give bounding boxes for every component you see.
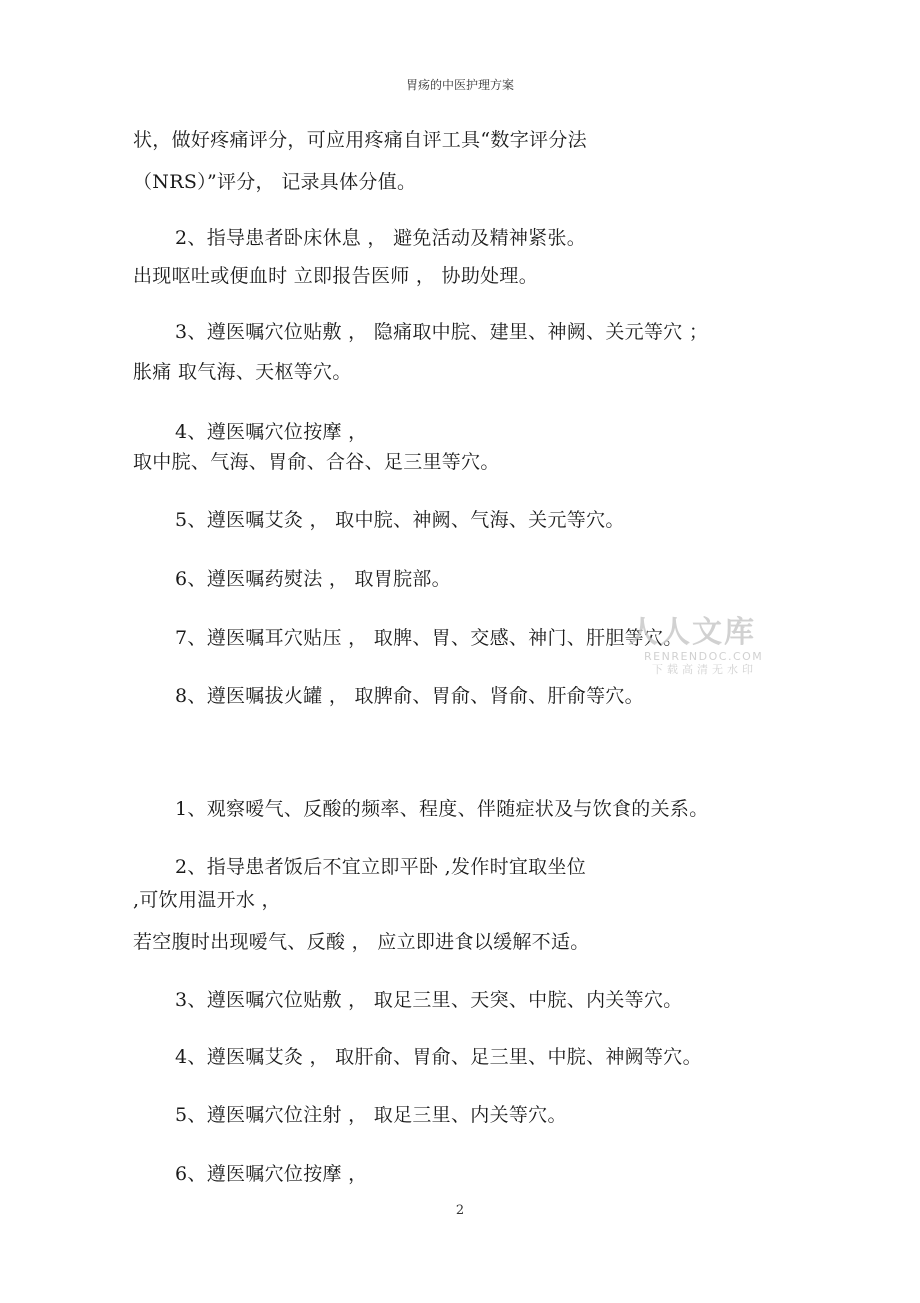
watermark-domain: RENRENDOC.COM	[644, 650, 764, 663]
text-line: 4、遵医嘱穴位按摩 ，	[175, 421, 368, 443]
text-line: 5、遵医嘱穴位注射 ， 取足三里、内关等穴。	[175, 1104, 567, 1126]
text-line: ,可饮用温开水 ，	[133, 889, 281, 911]
text-line: 2、指导患者饭后不宜立即平卧 ,发作时宜取坐位	[175, 856, 587, 878]
text-line: 3、遵医嘱穴位贴敷 ， 取足三里、天突、中脘、内关等穴。	[175, 989, 683, 1011]
text-line: 5、遵医嘱艾灸 ， 取中脘、神阙、气海、关元等穴。	[175, 509, 625, 531]
text-line: 状，做好疼痛评分，可应用疼痛自评工具“数字评分法	[133, 129, 587, 151]
text-line: 取中脘、气海、胃俞、合谷、足三里等穴。	[133, 451, 500, 473]
text-line: 7、遵医嘱耳穴贴压 ， 取脾、胃、交感、神门、肝胆等穴。	[175, 627, 683, 649]
text-line: 6、遵医嘱药熨法 ， 取胃脘部。	[175, 568, 451, 590]
watermark-slogan: 下载高清无水印	[652, 663, 757, 676]
watermark-title: 人人文库	[628, 615, 756, 650]
text-line: 6、遵医嘱穴位按摩 ，	[175, 1163, 368, 1185]
text-line: 2、指导患者卧床休息 ， 避免活动及精神紧张。	[175, 227, 587, 249]
text-line: 出现呕吐或便血时 立即报告医师 ， 协助处理。	[133, 265, 539, 287]
page-number: 2	[455, 1203, 465, 1218]
page-header: 胃疡的中医护理方案	[405, 78, 514, 92]
text-line: 1、观察嗳气、反酸的频率、程度、伴随症状及与饮食的关系。	[175, 798, 709, 820]
text-line: 胀痛 取气海、天枢等穴。	[133, 361, 352, 383]
text-line: 3、遵医嘱穴位贴敷 ， 隐痛取中脘、建里、神阙、关元等穴 ；	[175, 321, 709, 343]
text-line: 4、遵医嘱艾灸 ， 取肝俞、胃俞、足三里、中脘、神阙等穴。	[175, 1046, 702, 1068]
text-line: 8、遵医嘱拔火罐 ， 取脾俞、胃俞、肾俞、肝俞等穴。	[175, 685, 644, 707]
text-line: （NRS）”评分， 记录具体分值。	[133, 171, 417, 193]
watermark	[628, 616, 778, 676]
text-line: 若空腹时出现嗳气、反酸 ， 应立即进食以缓解不适。	[133, 931, 590, 953]
